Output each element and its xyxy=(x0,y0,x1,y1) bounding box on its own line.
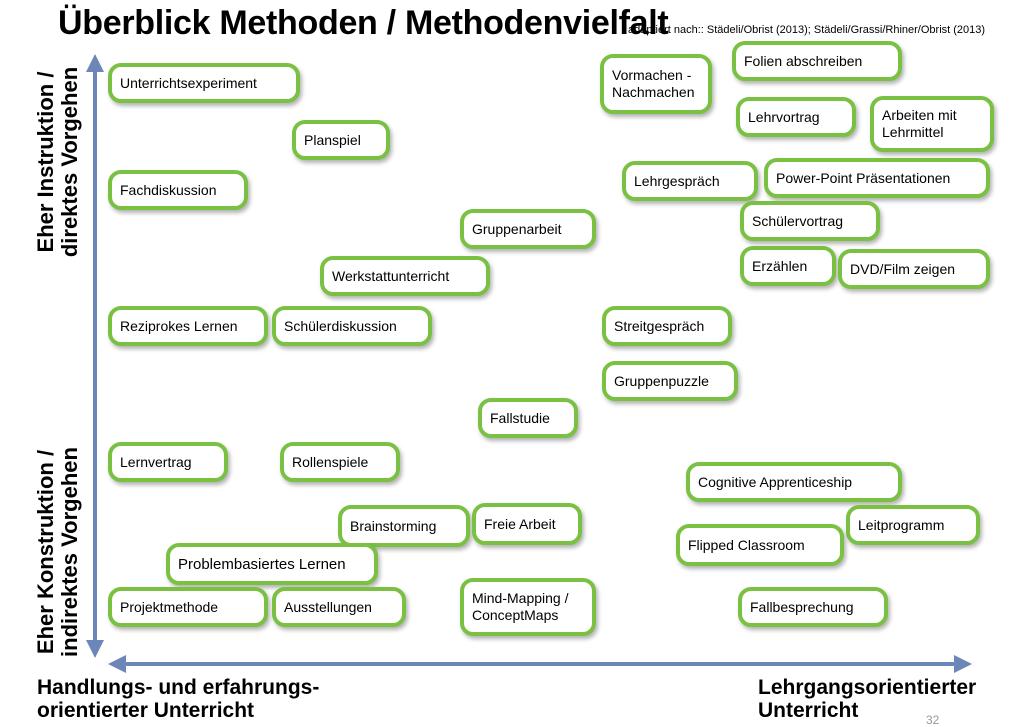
method-vormachen-nachmachen: Vormachen - Nachmachen xyxy=(600,54,712,114)
method-werkstattunterricht: Werkstattunterricht xyxy=(320,256,490,296)
method-streitgespraech: Streitgespräch xyxy=(602,306,732,346)
x-axis-label-right: Lehrgangsorientierter Unterricht xyxy=(758,676,977,722)
page-title: Überblick Methoden / Methodenvielfalt xyxy=(58,4,669,42)
x-axis-arrowhead-right xyxy=(954,655,972,673)
method-mind-mapping: Mind-Mapping / ConceptMaps xyxy=(460,578,596,636)
method-gruppenpuzzle: Gruppenpuzzle xyxy=(602,361,738,401)
method-reziprokes-lernen: Reziprokes Lernen xyxy=(108,306,268,346)
x-axis-label-left: Handlungs- und erfahrungs- orientierter Unterricht xyxy=(37,676,320,722)
method-leitprogramm: Leitprogramm xyxy=(846,505,980,545)
method-erzaehlen: Erzählen xyxy=(740,246,836,286)
method-lehrgespraech: Lehrgespräch xyxy=(622,161,758,201)
page-number: 32 xyxy=(926,713,940,727)
method-arbeiten-mit-lehrmittel: Arbeiten mit Lehrmittel xyxy=(870,96,994,152)
y-axis-label-bottom-text: Eher Konstruktion / indirektes Vorgehen xyxy=(33,447,82,657)
y-axis-arrowhead-top xyxy=(86,54,104,72)
method-planspiel: Planspiel xyxy=(292,120,390,160)
x-axis-arrowhead-left xyxy=(108,655,126,673)
method-gruppenarbeit: Gruppenarbeit xyxy=(460,209,596,249)
method-lernvertrag: Lernvertrag xyxy=(108,442,228,482)
y-axis-label-top xyxy=(34,12,82,312)
method-folien-abschreiben: Folien abschreiben xyxy=(732,41,902,81)
method-fallstudie: Fallstudie xyxy=(478,398,578,438)
method-cognitive-apprenticeship: Cognitive Apprenticeship xyxy=(686,462,902,502)
y-axis-label-bottom xyxy=(34,402,82,702)
method-power-point-praesentationen: Power-Point Präsentationen xyxy=(764,158,990,198)
y-axis-label-top-text: Eher Instruktion / direktes Vorgehen xyxy=(33,66,82,258)
method-unterrichtsexperiment: Unterrichtsexperiment xyxy=(108,63,300,103)
source-citation: adaptiert nach:: Städeli/Obrist (2013); Städeli/Grassi/Rhiner/Obrist (2013) xyxy=(628,24,986,36)
method-flipped-classroom: Flipped Classroom xyxy=(676,524,844,566)
method-fachdiskussion: Fachdiskussion xyxy=(108,170,248,210)
method-fallbesprechung: Fallbesprechung xyxy=(738,587,888,627)
method-dvd-film-zeigen: DVD/Film zeigen xyxy=(838,249,990,289)
method-projektmethode: Projektmethode xyxy=(108,587,268,627)
method-freie-arbeit: Freie Arbeit xyxy=(472,503,582,545)
method-brainstorming: Brainstorming xyxy=(338,505,470,547)
method-rollenspiele: Rollenspiele xyxy=(280,442,400,482)
method-lehrvortrag: Lehrvortrag xyxy=(736,97,856,137)
method-schuelervortrag: Schülervortrag xyxy=(740,201,880,241)
method-schuelerdiskussion: Schülerdiskussion xyxy=(272,306,432,346)
method-ausstellungen: Ausstellungen xyxy=(272,587,406,627)
method-problembasiertes-lernen: Problembasiertes Lernen xyxy=(166,543,378,585)
y-axis-arrowhead-bottom xyxy=(86,640,104,658)
